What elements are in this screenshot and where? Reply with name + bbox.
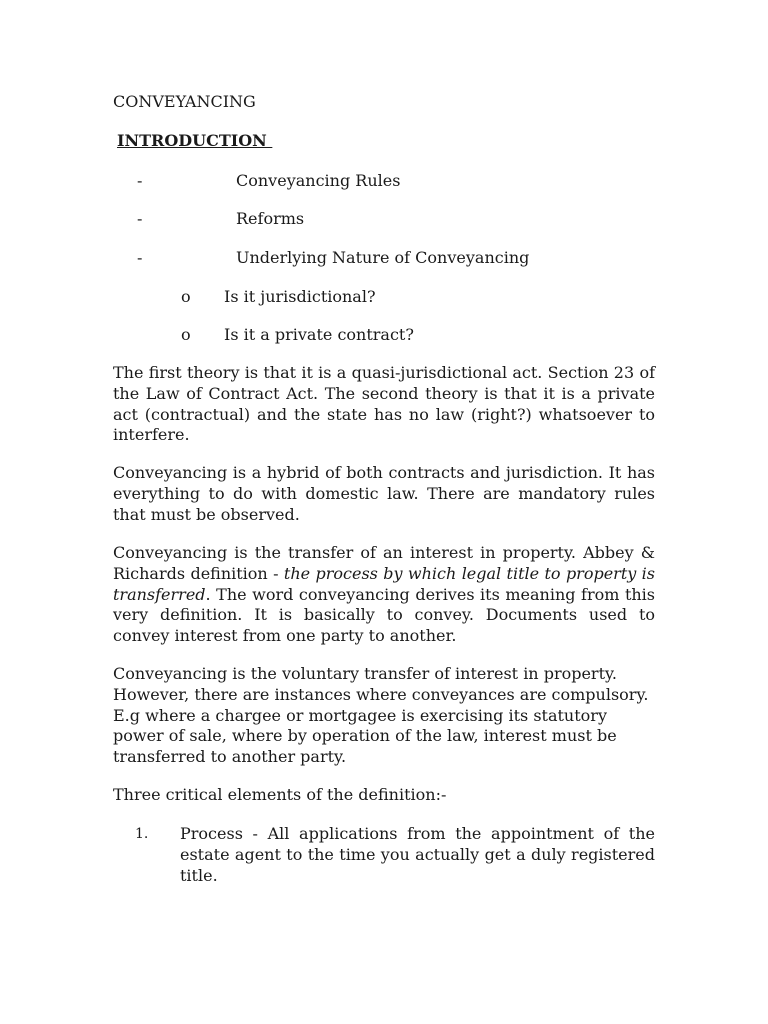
paragraph-critical-elements: Three critical elements of the definition:- xyxy=(113,785,447,804)
paragraph-definition-text-a: Conveyancing is the transfer of an interest in property. Abbey & Richards definition - xyxy=(113,543,655,583)
sub-list-item-text: Is it a private contract? xyxy=(224,325,414,344)
document-title: CONVEYANCING xyxy=(113,92,256,111)
bullet-marker: o xyxy=(181,287,191,306)
sub-list-item-text: Is it jurisdictional? xyxy=(224,287,376,306)
paragraph-theories: The first theory is that it is a quasi-jurisdictional act. Section 23 of the Law of Contract Act. The second theory is that it is a private act (contractual) and the state has no law (right?) whatsoever to interfere. xyxy=(113,363,655,445)
paragraph-definition xyxy=(113,543,655,647)
list-item-text: Conveyancing Rules xyxy=(236,171,401,190)
paragraph-definition-text-b: . The word conveyancing derives its meaning from this very definition. It is basically to convey. Documents used to convey interest from one party to another. xyxy=(113,584,655,646)
number-marker: 1. xyxy=(135,826,149,842)
list-item-text: Reforms xyxy=(236,209,305,228)
dash-marker: - xyxy=(137,248,143,267)
paragraph-definition-quote: the process by which legal title to property is transferred xyxy=(113,563,656,604)
dash-marker: - xyxy=(137,209,143,228)
paragraph-hybrid: Conveyancing is a hybrid of both contracts and jurisdiction. It has everything to do with domestic law. There are mandatory rules that must be observed. xyxy=(113,463,655,524)
bullet-marker: o xyxy=(181,325,191,344)
numbered-item-text: Process - All applications from the appointment of the estate agent to the time you actually get a duly registered title. xyxy=(180,824,655,885)
introduction-heading: INTRODUCTION xyxy=(117,131,273,150)
dash-marker: - xyxy=(137,171,143,190)
list-item-text: Underlying Nature of Conveyancing xyxy=(236,248,530,267)
paragraph-voluntary-transfer: Conveyancing is the voluntary transfer of interest in property. However, there are instances where conveyances are compulsory. E.g where a chargee or mortgagee is exercising its statutory power of sale, where by operation of the law, interest must be transferred to another party. xyxy=(113,664,649,767)
